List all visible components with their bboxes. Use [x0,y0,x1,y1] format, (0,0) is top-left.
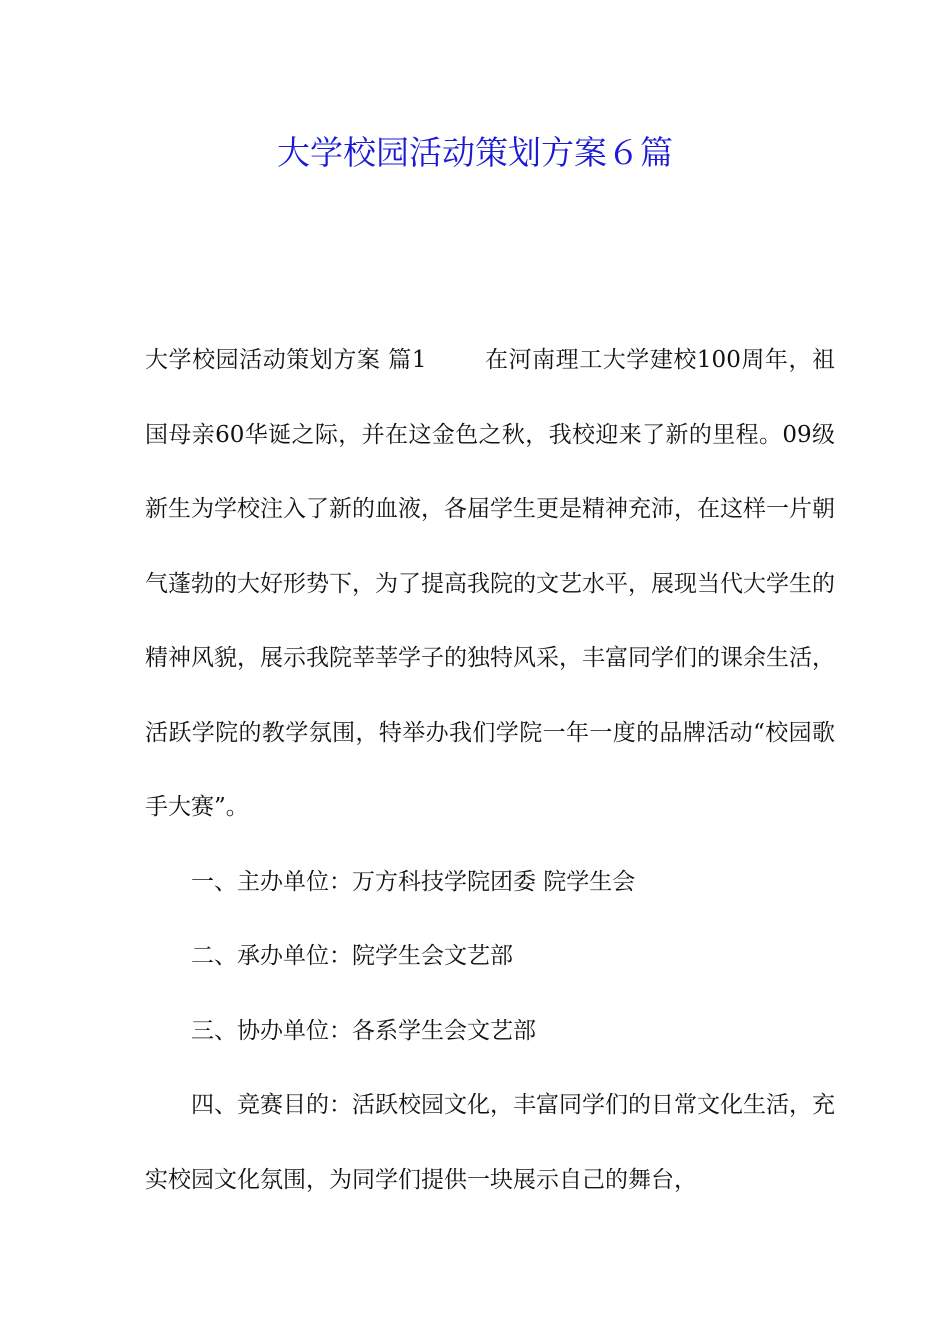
section-heading: 大学校园活动策划方案 篇1 [145,347,427,373]
document-body [145,323,835,1217]
intro-paragraph [145,323,835,845]
item-organizer: 一、主办单位：万方科技学院团委 院学生会 [191,868,636,895]
item-coorganizer: 三、协办单位：各系学生会文艺部 [191,1017,536,1044]
document-title: 大学校园活动策划方案６篇 [277,133,673,172]
item-host: 二、承办单位：院学生会文艺部 [191,943,513,969]
item-purpose: 四、竞赛目的：活跃校园文化，丰富同学们的日常文化生活，充实校园文化氛围，为同学们提供一块展示自己的舞台， [145,1092,835,1193]
intro-text: 在河南理工大学建校100周年，祖国母亲60华诞之际，并在这金色之秋，我校迎来了新的里程。09级新生为学校注入了新的血液，各届学生更是精神充沛，在这样一片朝气蓬勃的大好形势下，为了提高我院的文艺水平，展现当代大学生的精神风貌，展示我院莘莘学子的独特风采，丰富同学们的课余生活，活跃学院的教学氛围，特举办我们学院一年一度的品牌活动“校园歌手大赛”。 [145,347,835,820]
